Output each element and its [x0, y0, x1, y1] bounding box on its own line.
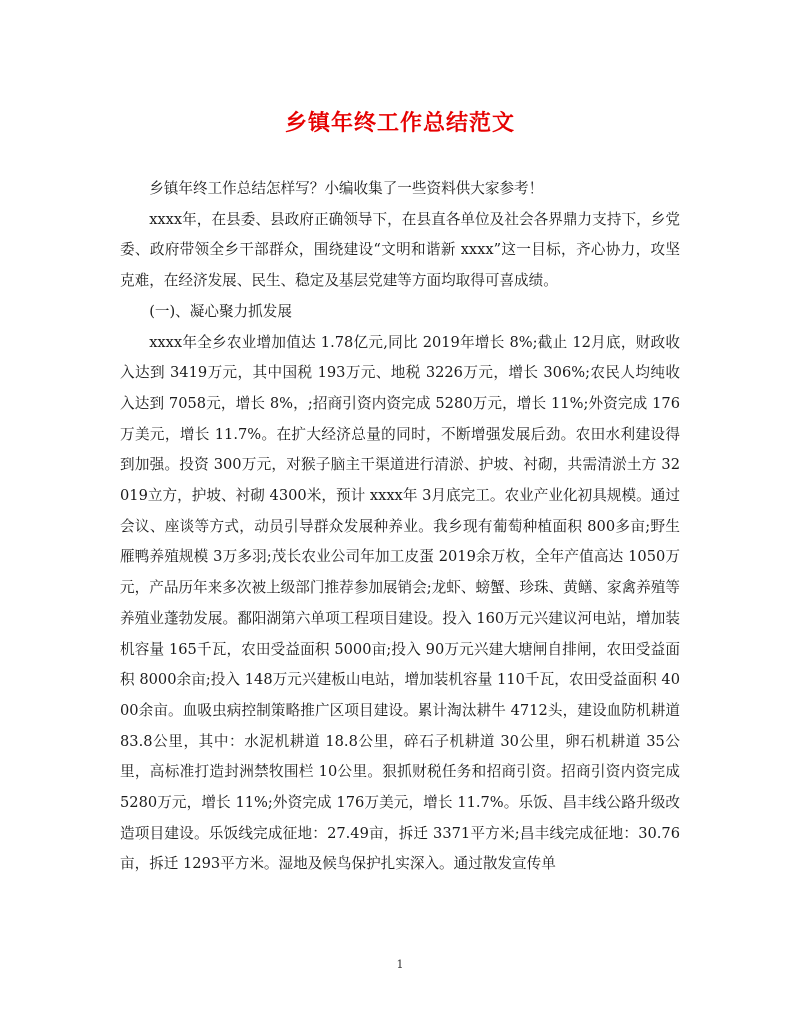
- section-heading: (一)、凝心聚力抓发展: [149, 302, 292, 320]
- paragraph-intro: 乡镇年终工作总结怎样写？小编收集了一些资料供大家参考！: [149, 180, 544, 197]
- page-number: 1: [396, 958, 404, 971]
- page-title: 乡镇年终工作总结范文: [284, 110, 515, 136]
- paragraph-development: xxxx年全乡农业增加值达 1.78亿元,同比 2019年增长 8%;截止 12月底，财政收入达到 3419万元，其中国税 193万元、地税 3226万元，增长 306%;农民人均纯收入达到 7058元，增长 8%，;招商引资内资完成 5280万元，增长 11%;外资完成 176万美元，增长 11.7%。在扩大经济总量的同时，不断增强发展后劲。农田水利建设得到加强。投资 300万元，对猴子脑主干渠道进行清淤、护坡、衬砌，共需清淤土方 32019立方，护坡、衬砌 4300米，预计 xxxx年 3月底完工。农业产业化初具规模。通过会议、座谈等方式，动员引导群众发展种养业。我乡现有葡萄种植面积 800多亩;野生雁鸭养殖规模 3万多羽;茂长农业公司年加工皮蛋 2019余万枚，全年产值高达 1050万元，产品历年来多次被上级部门推荐参加展销会;龙虾、螃蟹、珍珠、黄鳝、家禽养殖等养殖业蓬勃发展。鄱阳湖第六单项工程项目建设。投入 160万元兴建议河电站，增加装机容量 165千瓦，农田受益面积 5000亩;投入 90万元兴建大塘闸自排闸，农田受益面积 8000余亩;投入 148万元兴建板山电站，增加装机容量 110千瓦，农田受益面积 4000余亩。血吸虫病控制策略推广区项目建设。累计淘汰耕牛 4712头，建设血防机耕道 83.8公里，其中：水泥机耕道 18.8公里，碎石子机耕道 30公里，卵石机耕道 35公里，高标准打造封洲禁牧围栏 10公里。狠抓财税任务和招商引资。招商引资内资完成 5280万元，增长 11%;外资完成 176万美元，增长 11.7%。乐饭、昌丰线公路升级改造项目建设。乐饭线完成征地：27.49亩，拆迁 3371平方米;昌丰线完成征地：30.76亩，拆迁 1293平方米。湿地及候鸟保护扎实深入。通过散发宣传单: [120, 333, 680, 873]
- document-body: [120, 174, 680, 880]
- paragraph-summary: xxxx年，在县委、县政府正确领导下，在县直各单位及社会各界鼎力支持下，乡党委、政府带领全乡干部群众，围绕建设“文明和谐新 xxxx”这一目标，齐心协力，攻坚克难，在经济发展、民生、稳定及基层党建等方面均取得可喜成绩。: [120, 210, 680, 290]
